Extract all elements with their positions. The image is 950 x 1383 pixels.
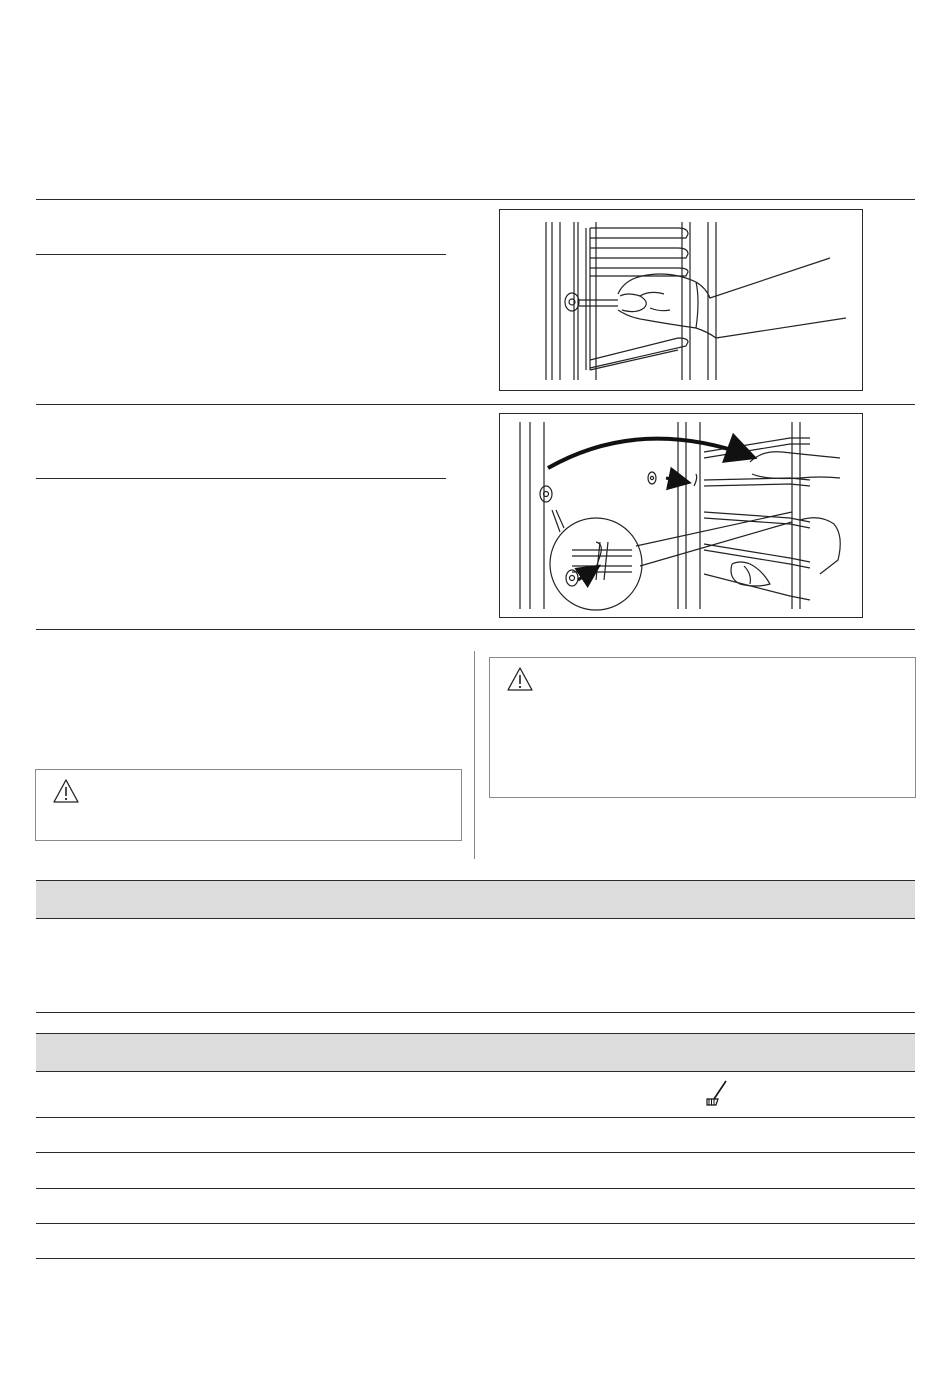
table-row [36,1118,915,1152]
table-row [36,1189,915,1223]
warning-triangle-icon [506,666,534,697]
column-divider [474,651,475,859]
step-2-divider [36,478,446,479]
table-2-header [36,1033,915,1072]
step-1-divider [36,254,446,255]
table-1-header [36,880,915,919]
hand-pulling-shelf-support-figure [499,209,863,391]
reinstall-shelf-support-figure [499,413,863,618]
cleaning-brush-icon [706,1079,728,1112]
top-rule [36,199,915,200]
right-warning-box [489,657,916,798]
section-rule-2 [36,404,915,405]
table-2-bottom-rule [36,1258,915,1259]
left-warning-box [35,769,462,841]
table-row [36,1071,915,1117]
table-1-bottom-rule [36,1012,915,1013]
section-rule-3 [36,629,915,630]
table-row [36,1153,915,1187]
row-rule-4 [36,1223,915,1224]
warning-triangle-icon [52,778,80,809]
